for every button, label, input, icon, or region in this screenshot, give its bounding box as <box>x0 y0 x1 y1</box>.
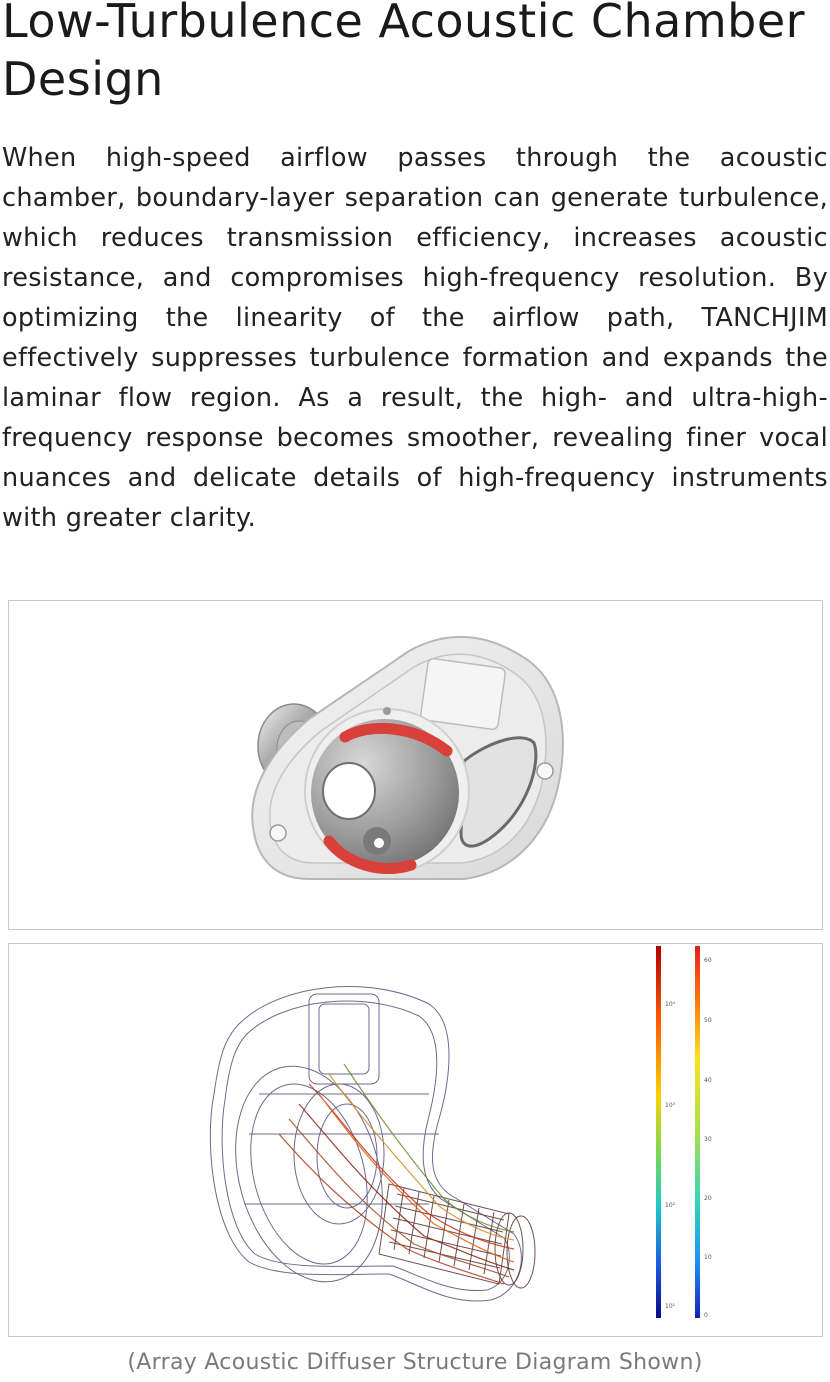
scale-right-tick: 20 <box>704 1195 712 1202</box>
description-paragraph: When high-speed airflow passes through the acoustic chamber, boundary-layer separation can generate turbulence, which reduces transmission efficiency, increases acoustic resistance, and compromises high-frequency resolution. By optimizing the linearity of the airflow path, TANCHJIM effectively suppresses turbulence formation and expands the laminar flow region. As a result, the high- and ultra-high-frequency response becomes smoother, revealing finer vocal nuances and delicate details of high-frequency instruments with greater clarity. <box>2 143 828 533</box>
scale-left-tick: 10³ <box>665 1102 676 1109</box>
scale-right-tick: 60 <box>704 957 712 964</box>
scale-right-tick: 50 <box>704 1017 712 1024</box>
page-title: Low-Turbulence Acoustic Chamber Design <box>2 0 806 106</box>
chamber-render-image <box>9 601 823 930</box>
scale-right-tick: 30 <box>704 1136 712 1143</box>
velocity-scale-bar <box>656 946 661 1318</box>
scale-left-tick: 10¹ <box>665 1303 676 1310</box>
simulation-diagram-panel <box>8 943 823 1337</box>
scale-right-tick: 0 <box>704 1312 708 1319</box>
scale-right-tick: 10 <box>704 1254 712 1261</box>
simulation-diagram-image <box>9 944 823 1337</box>
magnitude-scale-bar <box>695 946 700 1318</box>
scale-left-tick: 10² <box>665 1202 676 1209</box>
scale-right-tick: 40 <box>704 1077 712 1084</box>
figure-caption: (Array Acoustic Diffuser Structure Diagram Shown) <box>127 1350 703 1375</box>
scale-left-tick: 10⁴ <box>665 1001 676 1008</box>
chamber-render-panel <box>8 600 823 930</box>
